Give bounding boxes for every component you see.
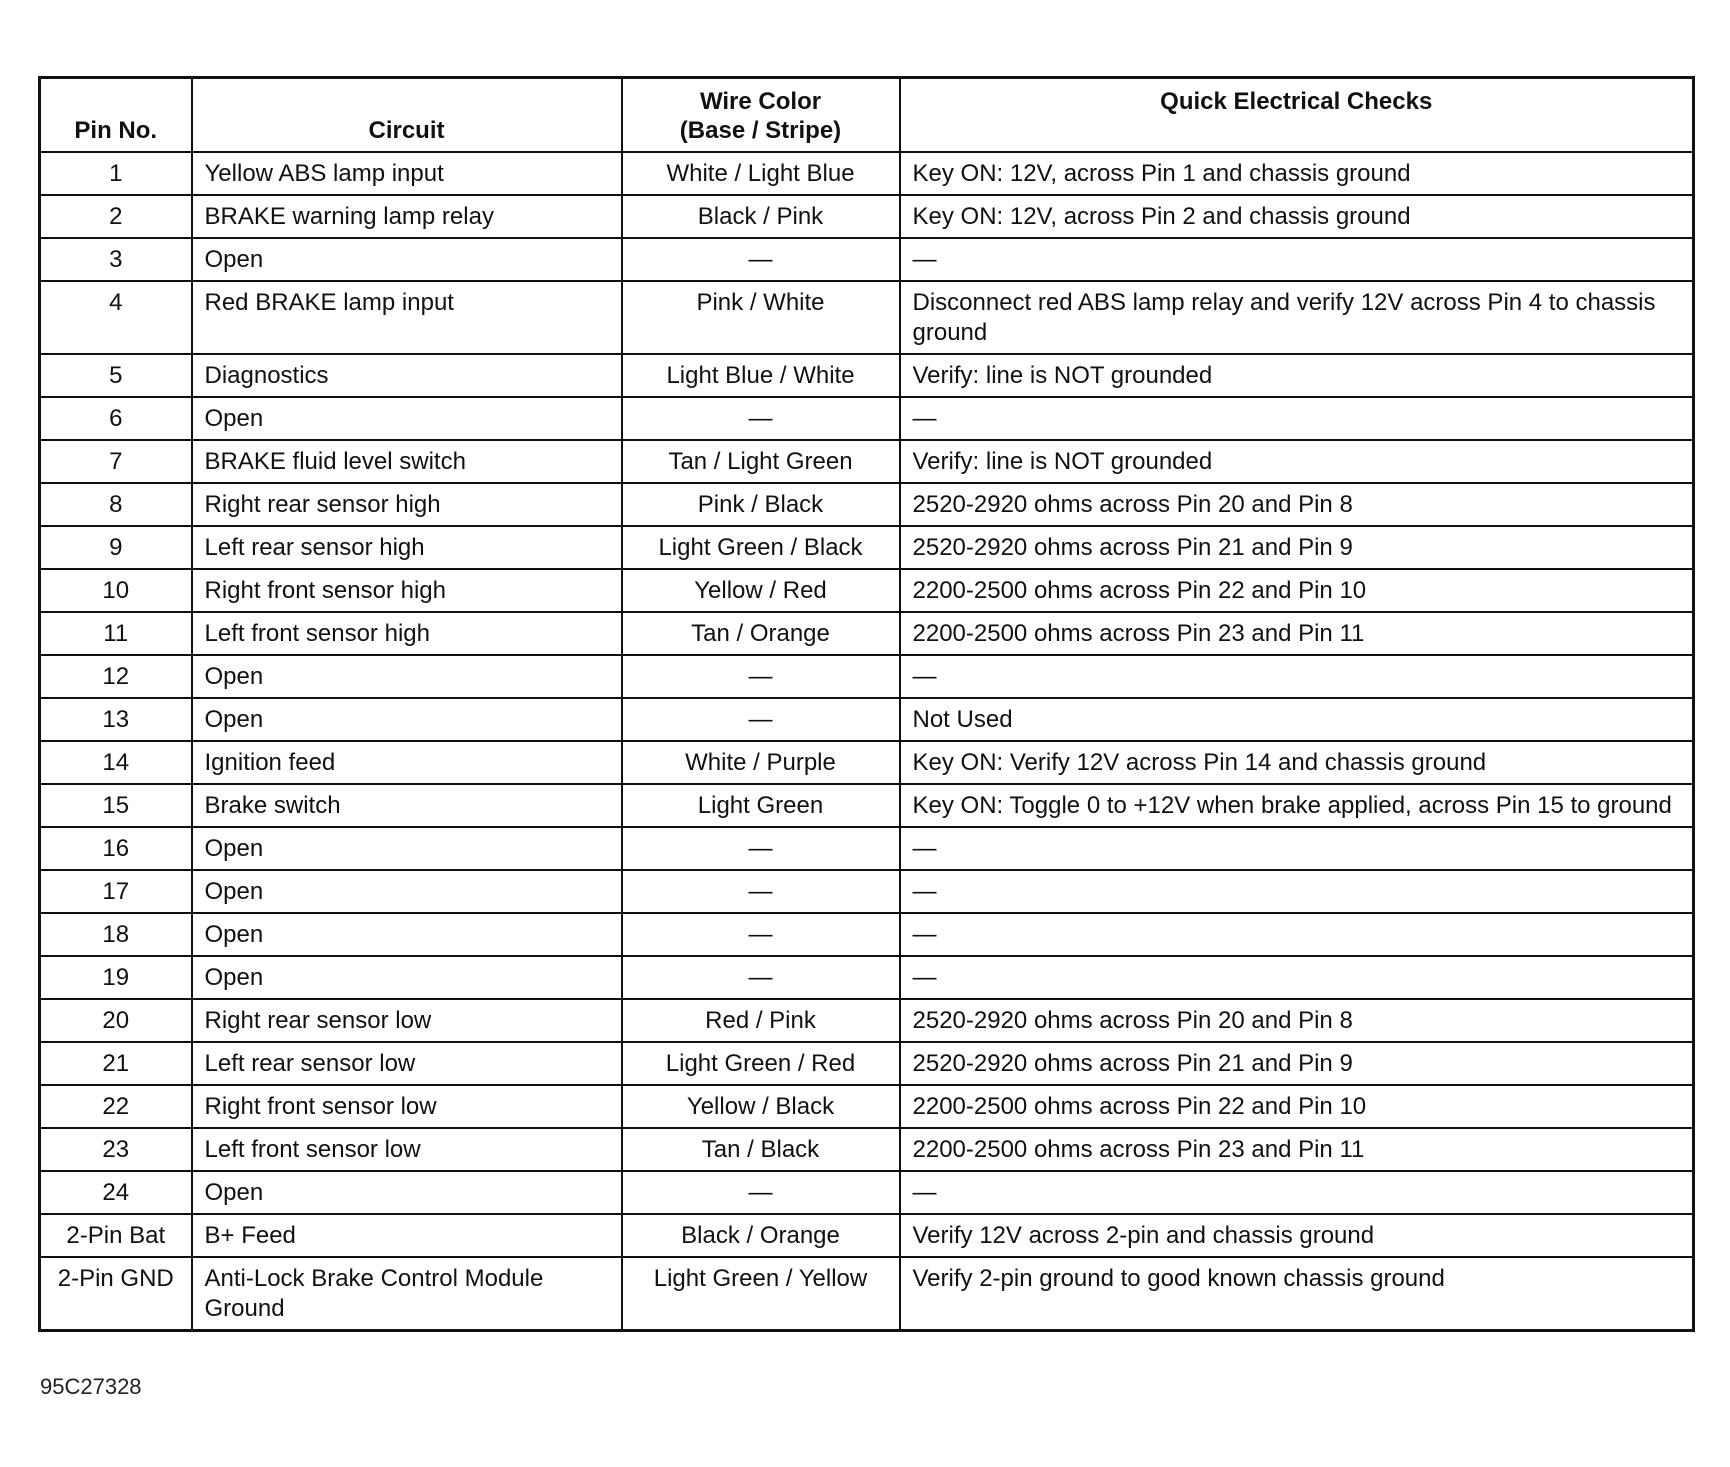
table-row [40,1085,1694,1128]
table-row [40,569,1694,612]
cell-circuit: B+ Feed [192,1214,622,1257]
cell-quick-check: 2520-2920 ohms across Pin 20 and Pin 8 [900,999,1694,1042]
cell-wire-color: Light Green / Black [622,526,900,569]
cell-circuit: Left front sensor high [192,612,622,655]
cell-circuit: Left rear sensor low [192,1042,622,1085]
cell-circuit: Red BRAKE lamp input [192,281,622,354]
cell-pin: 19 [40,956,192,999]
cell-circuit: Ignition feed [192,741,622,784]
cell-circuit: BRAKE warning lamp relay [192,195,622,238]
header-wire-color-line1: Wire Color [699,88,822,115]
cell-wire-color: Pink / Black [622,483,900,526]
cell-wire-color: Black / Pink [622,195,900,238]
cell-wire-color: Red / Pink [622,999,900,1042]
cell-quick-check: Verify: line is NOT grounded [900,440,1694,483]
cell-pin: 7 [40,440,192,483]
table-row [40,281,1694,354]
cell-circuit: Left front sensor low [192,1128,622,1171]
cell-wire-color: — [622,956,900,999]
cell-wire-color: White / Light Blue [622,152,900,195]
cell-wire-color: Light Green [622,784,900,827]
cell-circuit: Right front sensor high [192,569,622,612]
cell-circuit: Brake switch [192,784,622,827]
cell-quick-check: Disconnect red ABS lamp relay and verify 12V across Pin 4 to chassis ground [900,281,1694,354]
cell-circuit: Anti-Lock Brake Control Module Ground [192,1257,622,1331]
table-row [40,956,1694,999]
cell-pin: 21 [40,1042,192,1085]
cell-pin: 15 [40,784,192,827]
cell-wire-color: Yellow / Red [622,569,900,612]
cell-circuit: Left rear sensor high [192,526,622,569]
cell-quick-check: 2520-2920 ohms across Pin 21 and Pin 9 [900,526,1694,569]
cell-pin: 13 [40,698,192,741]
cell-circuit: Yellow ABS lamp input [192,152,622,195]
cell-pin: 2-Pin Bat [40,1214,192,1257]
cell-quick-check: 2520-2920 ohms across Pin 20 and Pin 8 [900,483,1694,526]
cell-quick-check: Key ON: 12V, across Pin 2 and chassis ground [900,195,1694,238]
cell-pin: 3 [40,238,192,281]
table-row [40,999,1694,1042]
cell-quick-check: Key ON: Verify 12V across Pin 14 and chassis ground [900,741,1694,784]
cell-quick-check: — [900,913,1694,956]
cell-pin: 12 [40,655,192,698]
header-wire-color-line2: (Base / Stripe) [679,117,842,144]
cell-pin: 16 [40,827,192,870]
cell-wire-color: Light Green / Yellow [622,1257,900,1331]
table-row [40,655,1694,698]
cell-quick-check: 2200-2500 ohms across Pin 23 and Pin 11 [900,1128,1694,1171]
header-circuit: Circuit [192,78,622,153]
table-row [40,784,1694,827]
cell-pin: 22 [40,1085,192,1128]
pinout-sheet [38,76,1692,1332]
table-row [40,1042,1694,1085]
cell-pin: 2-Pin GND [40,1257,192,1331]
cell-wire-color: Tan / Orange [622,612,900,655]
cell-pin: 24 [40,1171,192,1214]
cell-pin: 6 [40,397,192,440]
table-row [40,195,1694,238]
table-row [40,354,1694,397]
cell-circuit: Right rear sensor high [192,483,622,526]
cell-wire-color: — [622,827,900,870]
cell-quick-check: 2520-2920 ohms across Pin 21 and Pin 9 [900,1042,1694,1085]
cell-quick-check: — [900,956,1694,999]
cell-quick-check: Key ON: 12V, across Pin 1 and chassis ground [900,152,1694,195]
table-row [40,612,1694,655]
cell-wire-color: White / Purple [622,741,900,784]
cell-quick-check: Verify: line is NOT grounded [900,354,1694,397]
cell-wire-color: — [622,655,900,698]
cell-wire-color: — [622,238,900,281]
cell-pin: 18 [40,913,192,956]
table-row [40,698,1694,741]
table-row [40,741,1694,784]
cell-pin: 2 [40,195,192,238]
cell-pin: 11 [40,612,192,655]
cell-circuit: Open [192,397,622,440]
cell-wire-color: — [622,870,900,913]
cell-quick-check: — [900,827,1694,870]
table-row [40,397,1694,440]
cell-quick-check: — [900,870,1694,913]
cell-circuit: Right rear sensor low [192,999,622,1042]
cell-wire-color: — [622,698,900,741]
cell-circuit: Open [192,1171,622,1214]
cell-quick-check: — [900,655,1694,698]
cell-circuit: Open [192,827,622,870]
cell-quick-check: 2200-2500 ohms across Pin 23 and Pin 11 [900,612,1694,655]
cell-circuit: Open [192,698,622,741]
cell-pin: 23 [40,1128,192,1171]
cell-pin: 9 [40,526,192,569]
cell-wire-color: Black / Orange [622,1214,900,1257]
cell-circuit: BRAKE fluid level switch [192,440,622,483]
cell-circuit: Diagnostics [192,354,622,397]
cell-quick-check: Verify 12V across 2-pin and chassis ground [900,1214,1694,1257]
header-pin: Pin No. [40,78,192,153]
cell-wire-color: Light Green / Red [622,1042,900,1085]
table-row [40,238,1694,281]
header-row [40,78,1694,153]
cell-wire-color: — [622,1171,900,1214]
cell-quick-check: — [900,1171,1694,1214]
table-row [40,913,1694,956]
cell-pin: 14 [40,741,192,784]
table-row [40,1171,1694,1214]
table-row [40,440,1694,483]
table-row [40,152,1694,195]
table-row [40,483,1694,526]
cell-circuit: Open [192,238,622,281]
cell-wire-color: — [622,397,900,440]
header-quick-checks: Quick Electrical Checks [900,78,1694,153]
table-row [40,1214,1694,1257]
cell-pin: 10 [40,569,192,612]
cell-quick-check: 2200-2500 ohms across Pin 22 and Pin 10 [900,569,1694,612]
table-body [40,152,1694,1331]
cell-wire-color: Light Blue / White [622,354,900,397]
table-row [40,1128,1694,1171]
cell-wire-color: — [622,913,900,956]
cell-circuit: Open [192,655,622,698]
cell-wire-color: Pink / White [622,281,900,354]
cell-circuit: Open [192,870,622,913]
header-wire-color [622,78,900,153]
pinout-table [38,76,1695,1332]
cell-pin: 5 [40,354,192,397]
cell-pin: 17 [40,870,192,913]
cell-pin: 1 [40,152,192,195]
cell-circuit: Open [192,956,622,999]
table-row [40,526,1694,569]
table-row [40,827,1694,870]
cell-wire-color: Tan / Black [622,1128,900,1171]
cell-quick-check: — [900,397,1694,440]
cell-quick-check: Verify 2-pin ground to good known chassis ground [900,1257,1694,1331]
cell-quick-check: — [900,238,1694,281]
cell-pin: 8 [40,483,192,526]
cell-wire-color: Tan / Light Green [622,440,900,483]
cell-pin: 4 [40,281,192,354]
cell-pin: 20 [40,999,192,1042]
cell-quick-check: 2200-2500 ohms across Pin 22 and Pin 10 [900,1085,1694,1128]
figure-code: 95C27328 [40,1374,142,1399]
table-row [40,870,1694,913]
table-header [40,78,1694,153]
cell-quick-check: Key ON: Toggle 0 to +12V when brake applied, across Pin 15 to ground [900,784,1694,827]
cell-wire-color: Yellow / Black [622,1085,900,1128]
cell-quick-check: Not Used [900,698,1694,741]
cell-circuit: Open [192,913,622,956]
table-row [40,1257,1694,1331]
cell-circuit: Right front sensor low [192,1085,622,1128]
